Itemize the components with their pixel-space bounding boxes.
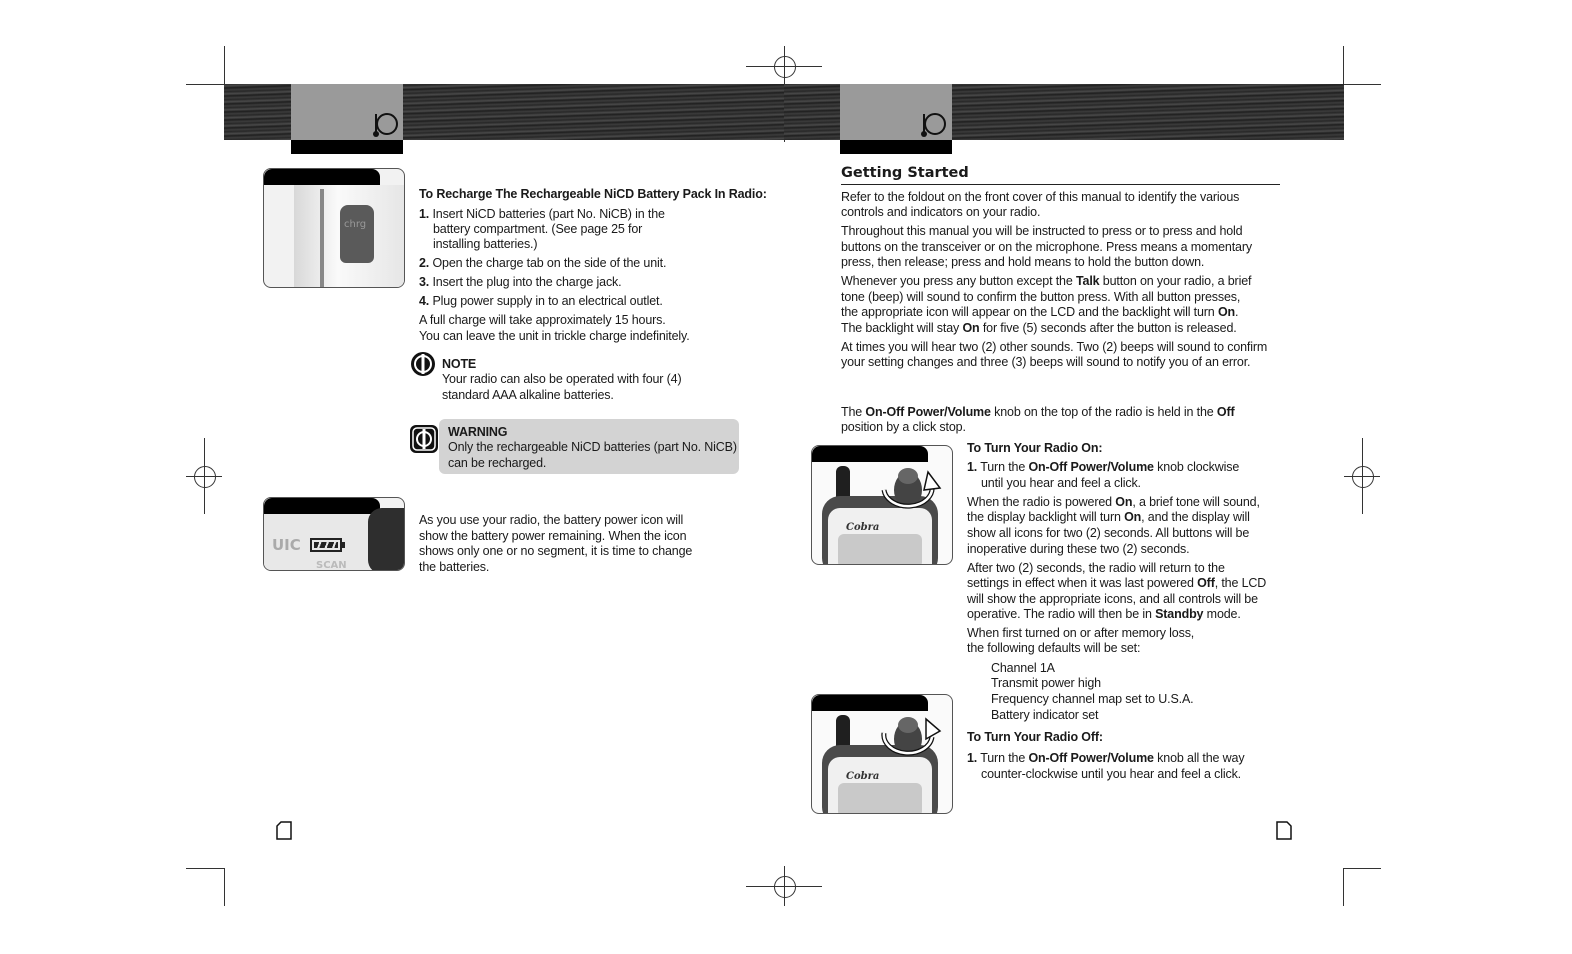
- beep-text: [841, 321, 1237, 337]
- photo-caption-bar: [812, 446, 928, 462]
- photo-caption-bar: [812, 695, 928, 711]
- default-item: Channel 1A: [991, 661, 1055, 675]
- step-number: 3.: [419, 275, 430, 289]
- note-icon: [410, 351, 436, 377]
- text-run: On: [1217, 305, 1235, 319]
- beep-text: tone (beep) will sound to confirm the button press. With all button presses,: [841, 290, 1241, 304]
- counter-clockwise-arrow-icon: [870, 711, 942, 761]
- defaults-intro: When first turned on or after memory loss,: [967, 626, 1195, 640]
- charge-time-note: You can leave the unit in trickle charge indefinitely.: [419, 329, 690, 343]
- clockwise-arrow-icon: [870, 462, 942, 512]
- text-run: knob on the top of the radio is held in the: [990, 405, 1217, 419]
- recharge-step-3: [419, 275, 621, 291]
- charge-tab-photo: [263, 168, 405, 288]
- after-text: will show the appropriate icons, and all controls will be: [967, 592, 1258, 606]
- text-run: mode.: [1203, 607, 1241, 621]
- battery-text: shows only one or no segment, it is time to change: [419, 544, 693, 558]
- registration-mark: [774, 56, 796, 78]
- battery-terminal: [342, 542, 345, 548]
- text-run: knob all the way: [1153, 751, 1245, 765]
- text-run: On-Off Power/Volume: [1028, 460, 1154, 474]
- text-run: button on your radio, a brief: [1099, 274, 1252, 288]
- section-tab-bar-right: [840, 140, 952, 154]
- text-run: On: [1115, 495, 1133, 509]
- text-run: , the LCD: [1214, 576, 1267, 590]
- brand-logo-text: Cobra: [846, 771, 880, 782]
- cobra-logo-icon: [372, 112, 398, 138]
- note-text: Your radio can also be operated with four (4): [442, 372, 682, 386]
- step-text: Open the charge tab on the side of the unit.: [432, 256, 667, 270]
- knob-on-photo: [811, 445, 953, 565]
- photo-caption-bar: [264, 169, 380, 185]
- text-run: When the radio is powered: [967, 495, 1116, 509]
- default-item: Frequency channel map set to U.S.A.: [991, 692, 1194, 706]
- step-text: Insert the plug into the charge jack.: [432, 275, 622, 289]
- step-text: until you hear and feel a click.: [981, 476, 1141, 490]
- battery-indicator-photo: [263, 497, 405, 571]
- intro-text: controls and indicators on your radio.: [841, 205, 1041, 219]
- lcd-image: [838, 534, 922, 565]
- charge-time-note: A full charge will take approximately 15 hours.: [419, 313, 666, 327]
- cobra-logo-icon: [920, 112, 946, 138]
- turn-on-title: To Turn Your Radio On:: [967, 441, 1103, 455]
- text-run: operative. The radio will then be in: [967, 607, 1156, 621]
- text-run: , a brief tone will sound,: [1132, 495, 1260, 509]
- warning-icon: [409, 424, 439, 454]
- default-item: Battery indicator set: [991, 708, 1099, 722]
- charge-tab-image: [340, 205, 374, 263]
- page-title: Getting Started: [841, 165, 969, 181]
- title-underline: [841, 184, 1280, 185]
- text-run: The: [841, 405, 866, 419]
- step-text: counter-clockwise until you hear and feel a click.: [981, 767, 1241, 781]
- text-run: the appropriate icon will appear on the LCD and the backlight will turn: [841, 305, 1218, 319]
- press-text: Throughout this manual you will be instructed to press or to press and hold: [841, 224, 1243, 238]
- beep-text: [841, 305, 1238, 321]
- note-text: standard AAA alkaline batteries.: [442, 388, 614, 402]
- registration-mark: [194, 466, 216, 488]
- knob-off-photo: [811, 694, 953, 814]
- crop-mark: [186, 84, 224, 85]
- warning-text: Only the rechargeable NiCD batteries (part No. NiCB): [448, 440, 737, 454]
- text-run: Off: [1216, 405, 1235, 419]
- press-text: buttons on the transceiver or on the microphone. Press means a momentary: [841, 240, 1252, 254]
- powered-text: [967, 510, 1250, 526]
- battery-segments: [314, 542, 338, 548]
- brand-logo-text: Cobra: [846, 522, 880, 533]
- after-text: After two (2) seconds, the radio will return to the: [967, 561, 1225, 575]
- lcd-label: UIC: [272, 536, 301, 554]
- text-run: , and the display will: [1141, 510, 1250, 524]
- step-number: 1.: [419, 207, 430, 221]
- registration-mark: [774, 876, 796, 898]
- step-text: Plug power supply in to an electrical outlet.: [432, 294, 663, 308]
- default-item: Transmit power high: [991, 676, 1101, 690]
- crop-mark: [1343, 46, 1344, 84]
- crop-mark: [224, 46, 225, 84]
- registration-mark: [1352, 466, 1374, 488]
- after-text: [967, 576, 1266, 592]
- text-run: Talk: [1075, 274, 1100, 288]
- text-run: settings in effect when it was last powered: [967, 576, 1198, 590]
- sounds-text: At times you will hear two (2) other sounds. Two (2) beeps will sound to confirm: [841, 340, 1268, 354]
- crop-mark: [1343, 868, 1344, 906]
- defaults-intro: the following defaults will be set:: [967, 641, 1141, 655]
- sounds-text: your setting changes and three (3) beeps will sound to notify you of an error.: [841, 355, 1251, 369]
- knob-text: position by a click stop.: [841, 420, 966, 434]
- photo-caption-bar: [264, 498, 380, 514]
- battery-text: As you use your radio, the battery power icon will: [419, 513, 684, 527]
- recharge-step-4: [419, 294, 663, 310]
- step-text: Insert NiCD batteries (part No. NiCB) in the: [432, 207, 665, 221]
- recharge-step-2: [419, 256, 666, 272]
- battery-text: the batteries.: [419, 560, 490, 574]
- text-run: The backlight will stay: [841, 321, 963, 335]
- turn-on-step-1: [967, 460, 1239, 476]
- note-label: NOTE: [442, 357, 477, 371]
- radio-edge-image: [320, 189, 324, 287]
- text-run: Off: [1197, 576, 1215, 590]
- text-run: On-Off Power/Volume: [1028, 751, 1154, 765]
- knob-text: [841, 405, 1235, 421]
- powered-text: inoperative during these two (2) seconds.: [967, 542, 1190, 556]
- section-tab-bar-left: [291, 140, 403, 154]
- powered-text: [967, 495, 1260, 511]
- powered-text: show all icons for two (2) seconds. All buttons will be: [967, 526, 1250, 540]
- crop-mark: [1343, 868, 1381, 869]
- registration-line: [784, 866, 785, 906]
- text-run: On: [962, 321, 980, 335]
- crop-mark: [224, 868, 225, 906]
- registration-line: [1362, 438, 1363, 514]
- charge-tab-label: chrg: [344, 219, 367, 230]
- turn-off-step-1: [967, 751, 1244, 767]
- text-run: the display backlight will turn: [967, 510, 1125, 524]
- page-number-icon: [1276, 821, 1292, 840]
- turn-off-title: To Turn Your Radio Off:: [967, 730, 1103, 744]
- page-number-icon: [276, 821, 292, 840]
- text-run: On: [1124, 510, 1142, 524]
- step-number: 1.: [967, 460, 978, 474]
- text-run: Whenever you press any button except the: [841, 274, 1076, 288]
- step-number: 4.: [419, 294, 430, 308]
- crop-mark: [1343, 84, 1381, 85]
- after-text: [967, 607, 1241, 623]
- step-text: battery compartment. (See page 25 for: [433, 222, 643, 236]
- step-number: 2.: [419, 256, 430, 270]
- warning-text: can be recharged.: [448, 456, 547, 470]
- text-run: .: [1235, 305, 1239, 319]
- crop-mark: [186, 868, 224, 869]
- text-run: Turn the: [980, 460, 1029, 474]
- battery-text: show the battery power remaining. When the icon: [419, 529, 687, 543]
- lcd-label: SCAN: [316, 560, 347, 571]
- step-number: 1.: [967, 751, 978, 765]
- battery-icon: [310, 538, 342, 552]
- text-run: Turn the: [980, 751, 1029, 765]
- beep-text: [841, 274, 1251, 290]
- text-run: knob clockwise: [1153, 460, 1240, 474]
- step-text: installing batteries.): [433, 237, 538, 251]
- radio-bezel-image: [368, 508, 405, 571]
- recharge-step-1: [419, 207, 665, 223]
- text-run: Standby: [1155, 607, 1204, 621]
- lcd-image: [838, 783, 922, 814]
- warning-label: WARNING: [448, 425, 508, 439]
- intro-text: Refer to the foldout on the front cover of this manual to identify the various: [841, 190, 1240, 204]
- text-run: On-Off Power/Volume: [865, 405, 991, 419]
- recharge-title: To Recharge The Rechargeable NiCD Battery Pack In Radio:: [419, 187, 767, 201]
- press-text: press, then release; press and hold means to hold the button down.: [841, 255, 1205, 269]
- registration-line: [204, 438, 205, 514]
- text-run: for five (5) seconds after the button is released.: [979, 321, 1237, 335]
